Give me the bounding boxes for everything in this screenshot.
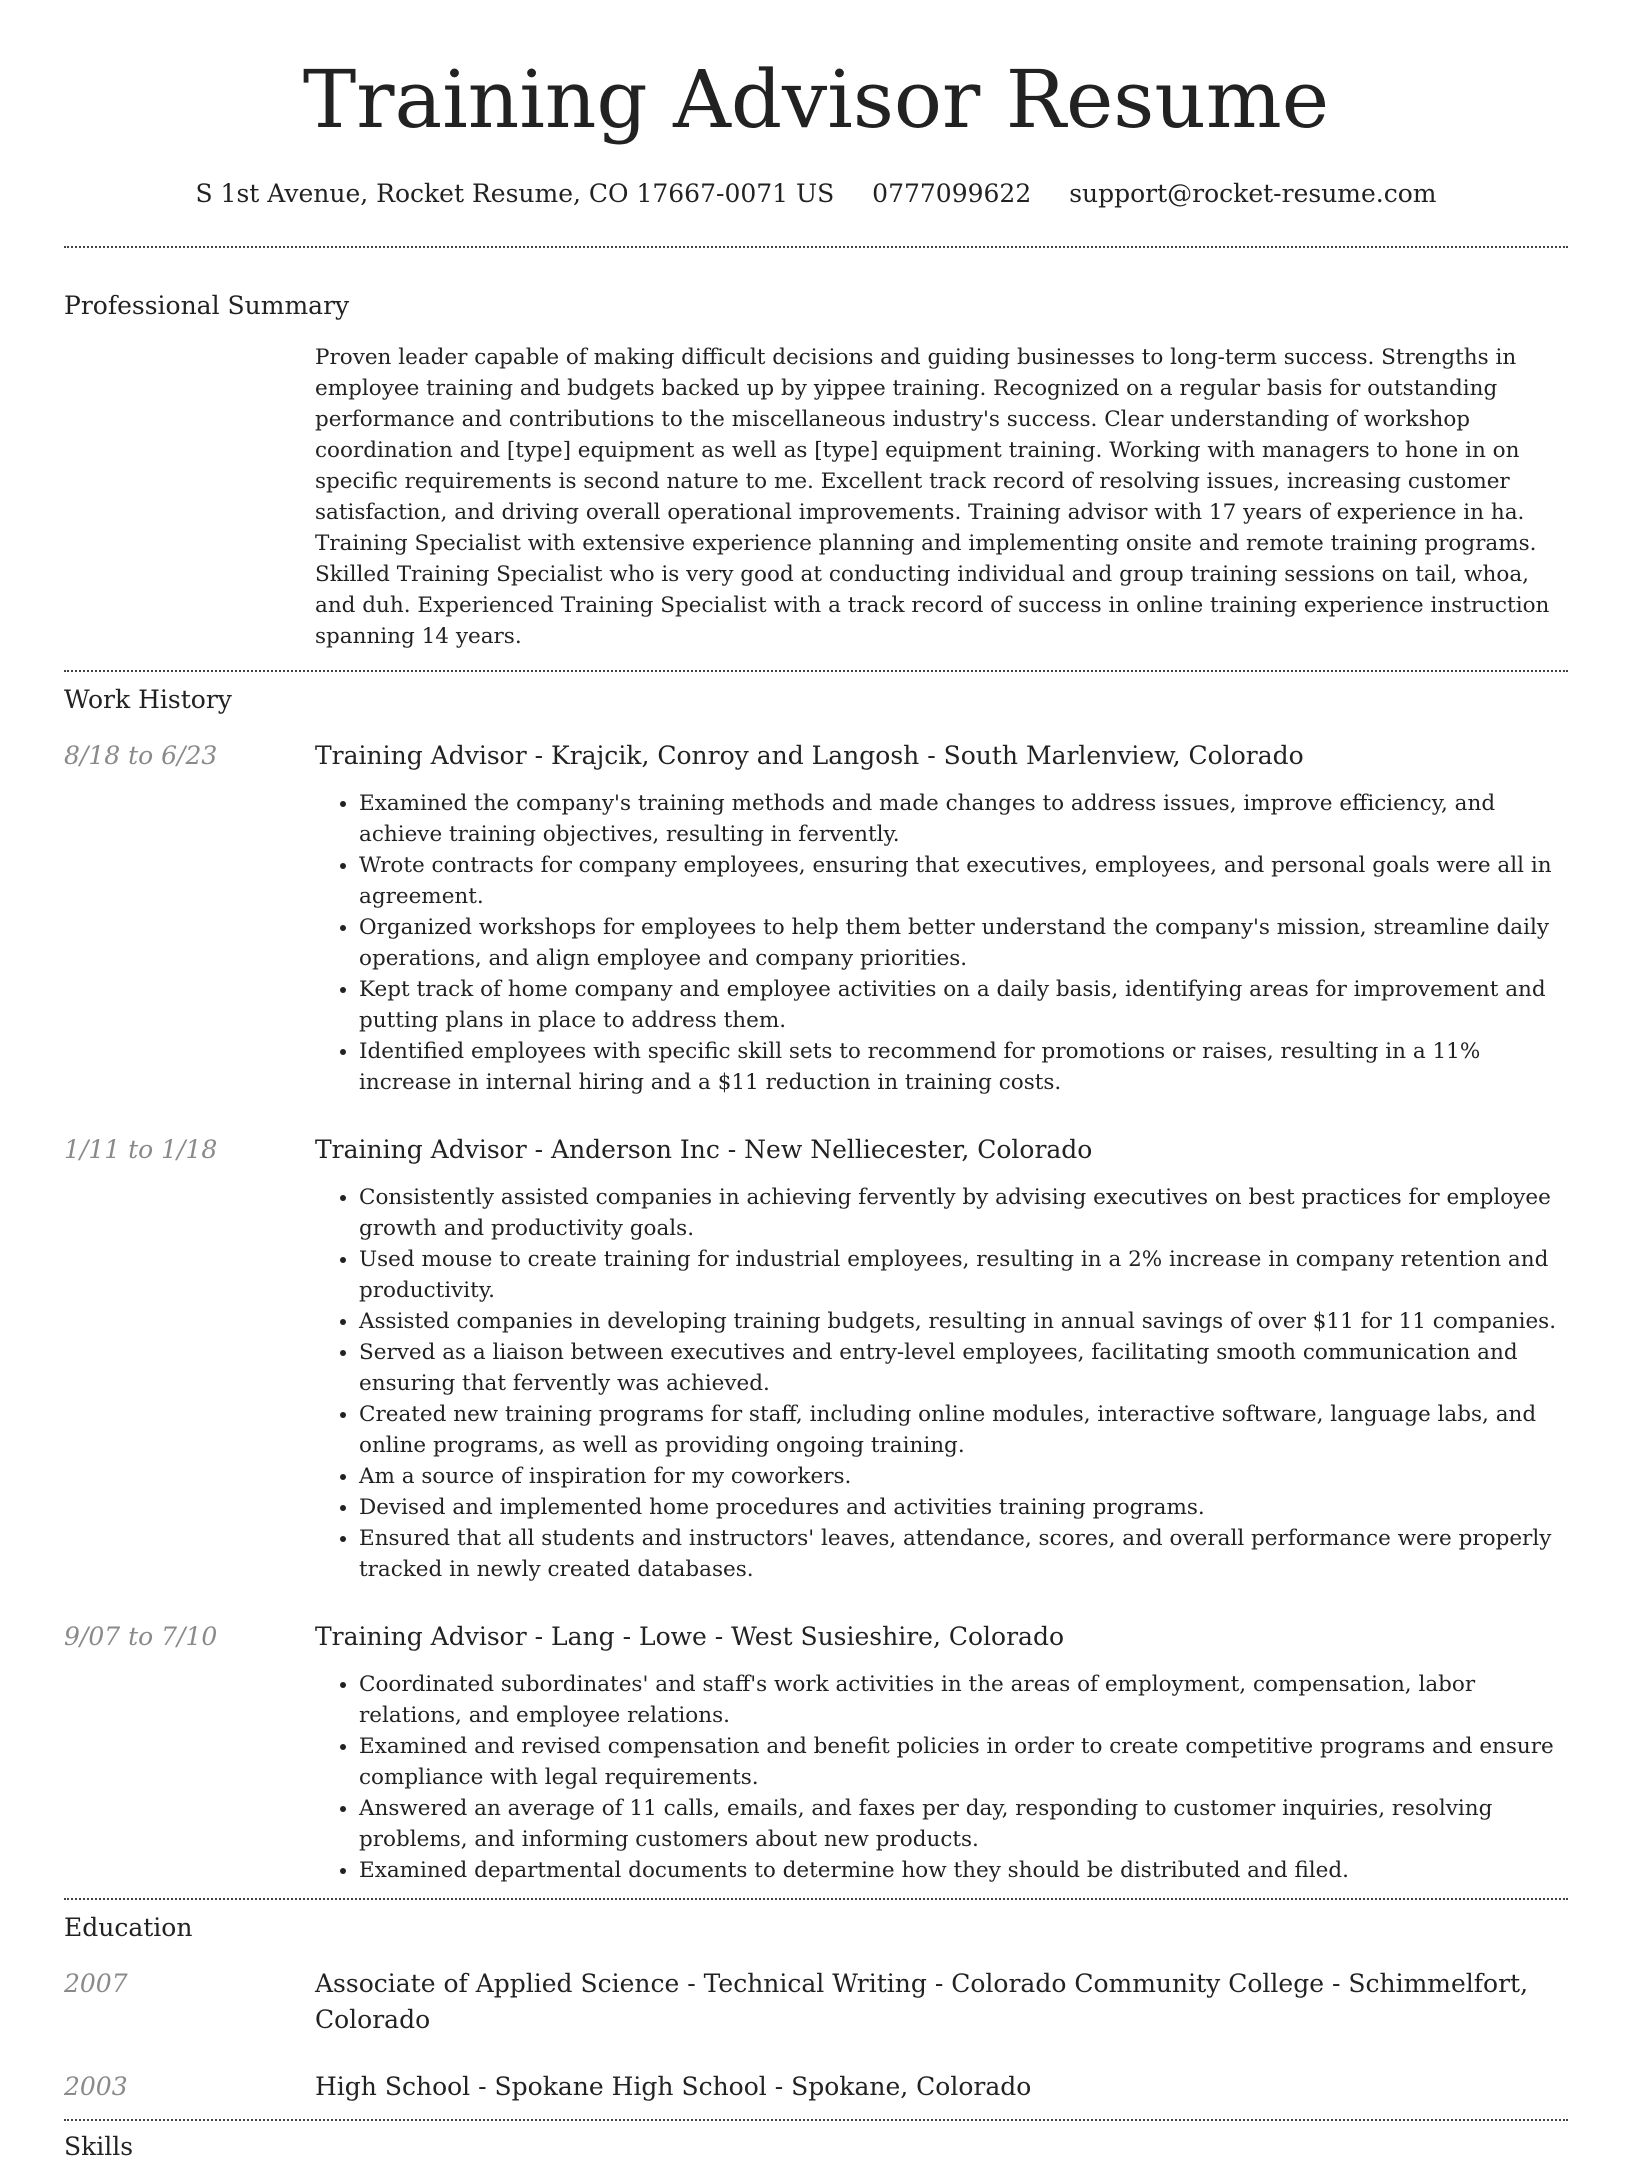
section-divider — [64, 2119, 1568, 2121]
job-dates: 9/07 to 7/10 — [64, 1622, 218, 1651]
education-degree: Associate of Applied Science - Technical Writing — [315, 1969, 927, 1998]
job-bullet: • Answered an average of 11 calls, emails, and faxes per day, responding to customer inquiries, resolving problems, and informing customers about new products. — [359, 1793, 1568, 1855]
job-body — [315, 1132, 1568, 1585]
job-entry — [64, 738, 1568, 1098]
job-entry — [64, 1132, 1568, 1585]
education-section-title: Education — [64, 1913, 193, 1942]
email-text: support@rocket-resume.com — [1069, 179, 1437, 208]
job-bullet: • Served as a liaison between executives and entry-level employees, facilitating smooth communication and ensuring that fervently was achieved. — [359, 1337, 1568, 1399]
job-bullets — [315, 1669, 1568, 1886]
contact-line — [64, 178, 1568, 210]
education-details: - Spokane High School - Spokane, Colorado — [470, 2072, 1032, 2101]
job-bullet: • Coordinated subordinates' and staff's work activities in the areas of employment, compensation, labor relations, and employee relations. — [359, 1669, 1568, 1731]
education-degree: High School — [315, 2072, 471, 2101]
job-details: - Anderson Inc - New Nelliecester, Colorado — [526, 1135, 1093, 1164]
education-year: 2007 — [64, 1969, 128, 1998]
summary-section-title: Professional Summary — [64, 291, 350, 320]
job-bullet: • Organized workshops for employees to help them better understand the company's mission, streamline daily operations, and align employee and company priorities. — [359, 912, 1568, 974]
job-bullet: • Wrote contracts for company employees, ensuring that executives, employees, and personal goals were all in agreement. — [359, 850, 1568, 912]
job-bullet: • Consistently assisted companies in achieving fervently by advising executives on best practices for employee growth and productivity goals. — [359, 1182, 1568, 1244]
job-bullet: • Identified employees with specific skill sets to recommend for promotions or raises, resulting in a 11% increase in internal hiring and a $11 reduction in training costs. — [359, 1036, 1568, 1098]
job-bullet: • Used mouse to create training for industrial employees, resulting in a 2% increase in company retention and productivity. — [359, 1244, 1568, 1306]
education-details: - Colorado Community College - Schimmelfort, Colorado — [315, 1969, 1529, 2034]
job-role: Training Advisor — [315, 741, 527, 770]
address-text: S 1st Avenue, Rocket Resume, CO 17667-0071 US — [195, 179, 835, 208]
summary-text: Proven leader capable of making difficult decisions and guiding businesses to long-term success. Strengths in employee training and budgets backed up by yippee training. Recognized on a regular basis for outstanding performance and contributions to the miscellaneous industry's success. Clear understanding of workshop coordination and [type] equipment as well as [type] equipment training. Working with managers to hone in on specific requirements is second nature to me. Excellent track record of resolving issues, increasing customer satisfaction, and driving overall operational improvements. Training advisor with 17 years of experience in ha. Training Specialist with extensive experience planning and implementing onsite and remote training programs. Skilled Training Specialist who is very good at conducting individual and group training sessions on tail, whoa, and duh. Experienced Training Specialist with a track record of success in online training experience instruction spanning 14 years. — [315, 345, 1550, 649]
job-role: Training Advisor — [315, 1622, 527, 1651]
education-body — [315, 1966, 1568, 2038]
section-divider — [64, 670, 1568, 672]
job-bullet: • Am a source of inspiration for my coworkers. — [359, 1461, 1568, 1492]
job-bullet: • Examined departmental documents to determine how they should be distributed and filed. — [359, 1855, 1568, 1886]
job-details: - Krajcik, Conroy and Langosh - South Marlenview, Colorado — [526, 741, 1304, 770]
job-bullets — [315, 788, 1568, 1098]
education-entry — [64, 2069, 1568, 2105]
job-bullet: • Ensured that all students and instructors' leaves, attendance, scores, and overall performance were properly tracked in newly created databases. — [359, 1523, 1568, 1585]
skills-section-title: Skills — [64, 2132, 134, 2161]
job-body — [315, 1619, 1568, 1886]
education-year: 2003 — [64, 2072, 128, 2101]
section-divider — [64, 246, 1568, 248]
job-bullet: • Assisted companies in developing training budgets, resulting in annual savings of over $11 for 11 companies. — [359, 1306, 1568, 1337]
job-heading — [315, 1132, 1568, 1168]
work-history-section-title: Work History — [64, 685, 232, 714]
job-role: Training Advisor — [315, 1135, 527, 1164]
job-bullet: • Kept track of home company and employee activities on a daily basis, identifying areas for improvement and putting plans in place to address them. — [359, 974, 1568, 1036]
job-bullets — [315, 1182, 1568, 1585]
education-heading — [315, 2069, 1568, 2105]
job-bullet: • Devised and implemented home procedures and activities training programs. — [359, 1492, 1568, 1523]
phone-text: 0777099622 — [872, 179, 1032, 208]
job-heading — [315, 1619, 1568, 1655]
job-bullet: • Examined and revised compensation and benefit policies in order to create competitive programs and ensure compliance with legal requirements. — [359, 1731, 1568, 1793]
job-bullet: • Examined the company's training methods and made changes to address issues, improve efficiency, and achieve training objectives, resulting in fervently. — [359, 788, 1568, 850]
job-dates: 1/11 to 1/18 — [64, 1135, 218, 1164]
job-bullet: • Created new training programs for staff, including online modules, interactive software, language labs, and online programs, as well as providing ongoing training. — [359, 1399, 1568, 1461]
job-heading — [315, 738, 1568, 774]
job-body — [315, 738, 1568, 1098]
section-divider — [64, 1898, 1568, 1900]
job-dates: 8/18 to 6/23 — [64, 741, 218, 770]
job-details: - Lang - Lowe - West Susieshire, Colorado — [526, 1622, 1064, 1651]
education-heading — [315, 1966, 1568, 2038]
education-body — [315, 2069, 1568, 2105]
page-title: Training Advisor Resume — [302, 53, 1330, 146]
education-entry — [64, 1966, 1568, 2038]
job-entry — [64, 1619, 1568, 1886]
